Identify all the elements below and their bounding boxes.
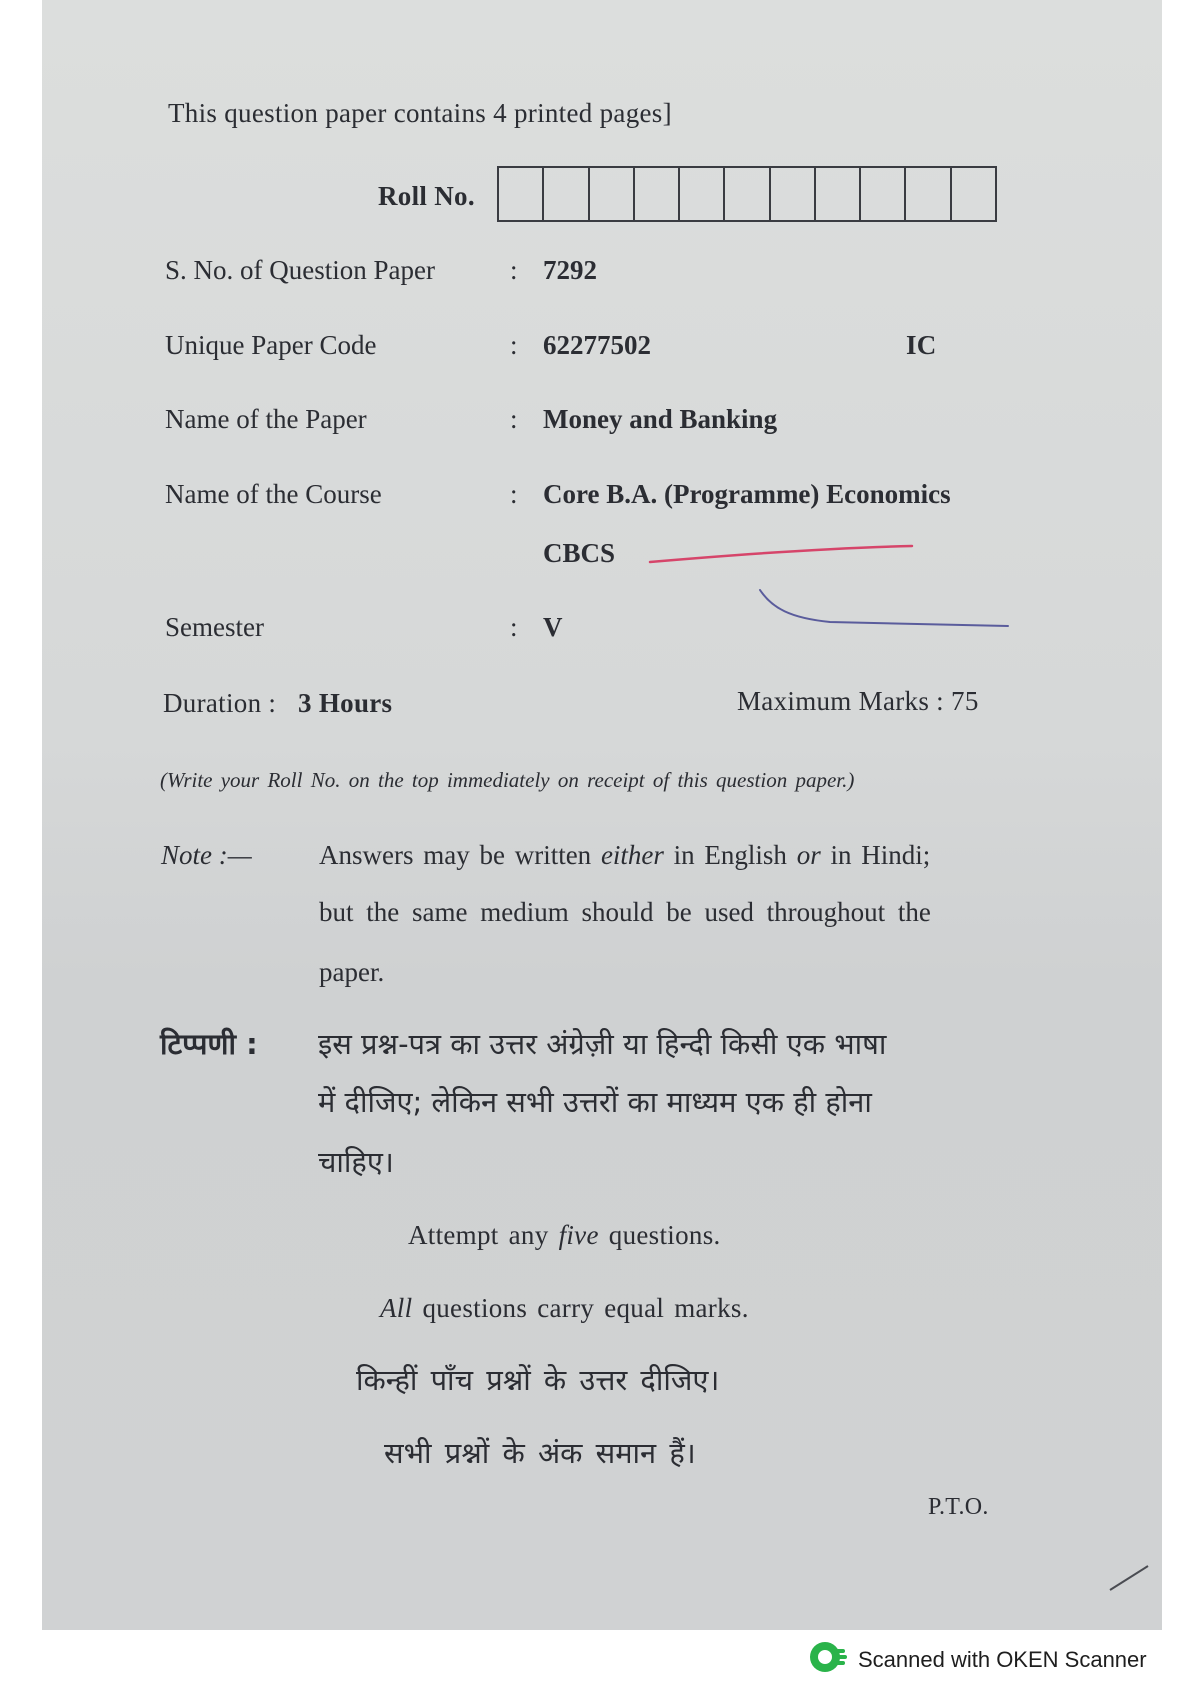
duration-label: Duration : (163, 688, 277, 718)
note-text: in English (663, 840, 797, 870)
equal-text: questions carry equal marks. (412, 1293, 749, 1323)
equal-emphasis: All (380, 1293, 413, 1323)
sno-value: 7292 (543, 255, 597, 285)
duration-value: 3 Hours (298, 688, 393, 718)
paper-name-value: Money and Banking (543, 404, 778, 434)
note-line-1 (319, 840, 930, 871)
paper-name-label: Name of the Paper (165, 404, 367, 434)
course-label: Name of the Course (165, 479, 382, 509)
attempt-text: Attempt any (408, 1220, 559, 1250)
semester-value: V (543, 612, 563, 642)
attempt-emphasis: five (558, 1220, 599, 1250)
course-value: Core B.A. (Programme) Economics (543, 479, 951, 509)
course-value-cbcs: CBCS (543, 538, 616, 568)
attempt-text: questions. (598, 1220, 721, 1250)
semester-colon: : (510, 612, 518, 642)
note-label: Note :— (161, 840, 252, 870)
pto-marker: P.T.O. (928, 1494, 989, 1520)
hindi-attempt-line: किन्हीं पाँच प्रश्नों के उत्तर दीजिए। (356, 1363, 720, 1397)
hindi-note-line-2: में दीजिए; लेकिन सभी उत्तरों का माध्यम एक ही होना (318, 1085, 872, 1119)
oken-scanner-logo-icon (808, 1640, 848, 1679)
upc-colon: : (510, 330, 518, 360)
pages-line: This question paper contains 4 printed pages] (168, 98, 672, 128)
course-colon: : (510, 479, 518, 509)
upc-value: 62277502 (543, 330, 651, 360)
roll-no-label: Roll No. (378, 181, 475, 211)
maximum-marks: Maximum Marks : 75 (737, 686, 979, 716)
note-emphasis: either (600, 840, 664, 870)
note-text: Answers may be written (319, 840, 601, 870)
equal-marks-line (380, 1293, 749, 1324)
note-text: in Hindi; (820, 840, 931, 870)
hindi-note-line-1: इस प्रश्न-पत्र का उत्तर अंग्रेज़ी या हिन्दी किसी एक भाषा (318, 1027, 887, 1061)
scanner-text: Scanned with OKEN Scanner (858, 1646, 1147, 1672)
hindi-equal-line: सभी प्रश्नों के अंक समान हैं। (384, 1436, 696, 1470)
upc-label: Unique Paper Code (165, 330, 377, 360)
note-emphasis: or (796, 840, 821, 870)
hindi-note-line-3: चाहिए। (318, 1145, 394, 1179)
hindi-note-label: टिप्पणी : (160, 1027, 258, 1061)
sno-label: S. No. of Question Paper (165, 255, 435, 285)
sno-colon: : (510, 255, 518, 285)
paper-name-colon: : (510, 404, 518, 434)
semester-label: Semester (165, 612, 264, 642)
note-line-3: paper. (319, 957, 385, 987)
upc-tag: IC (906, 330, 937, 360)
roll-no-instruction: (Write your Roll No. on the top immediately on receipt of this question paper.) (160, 768, 855, 792)
scanner-footer (808, 1640, 1147, 1679)
note-line-2: but the same medium should be used throughout the (319, 897, 931, 927)
attempt-line (408, 1220, 721, 1251)
